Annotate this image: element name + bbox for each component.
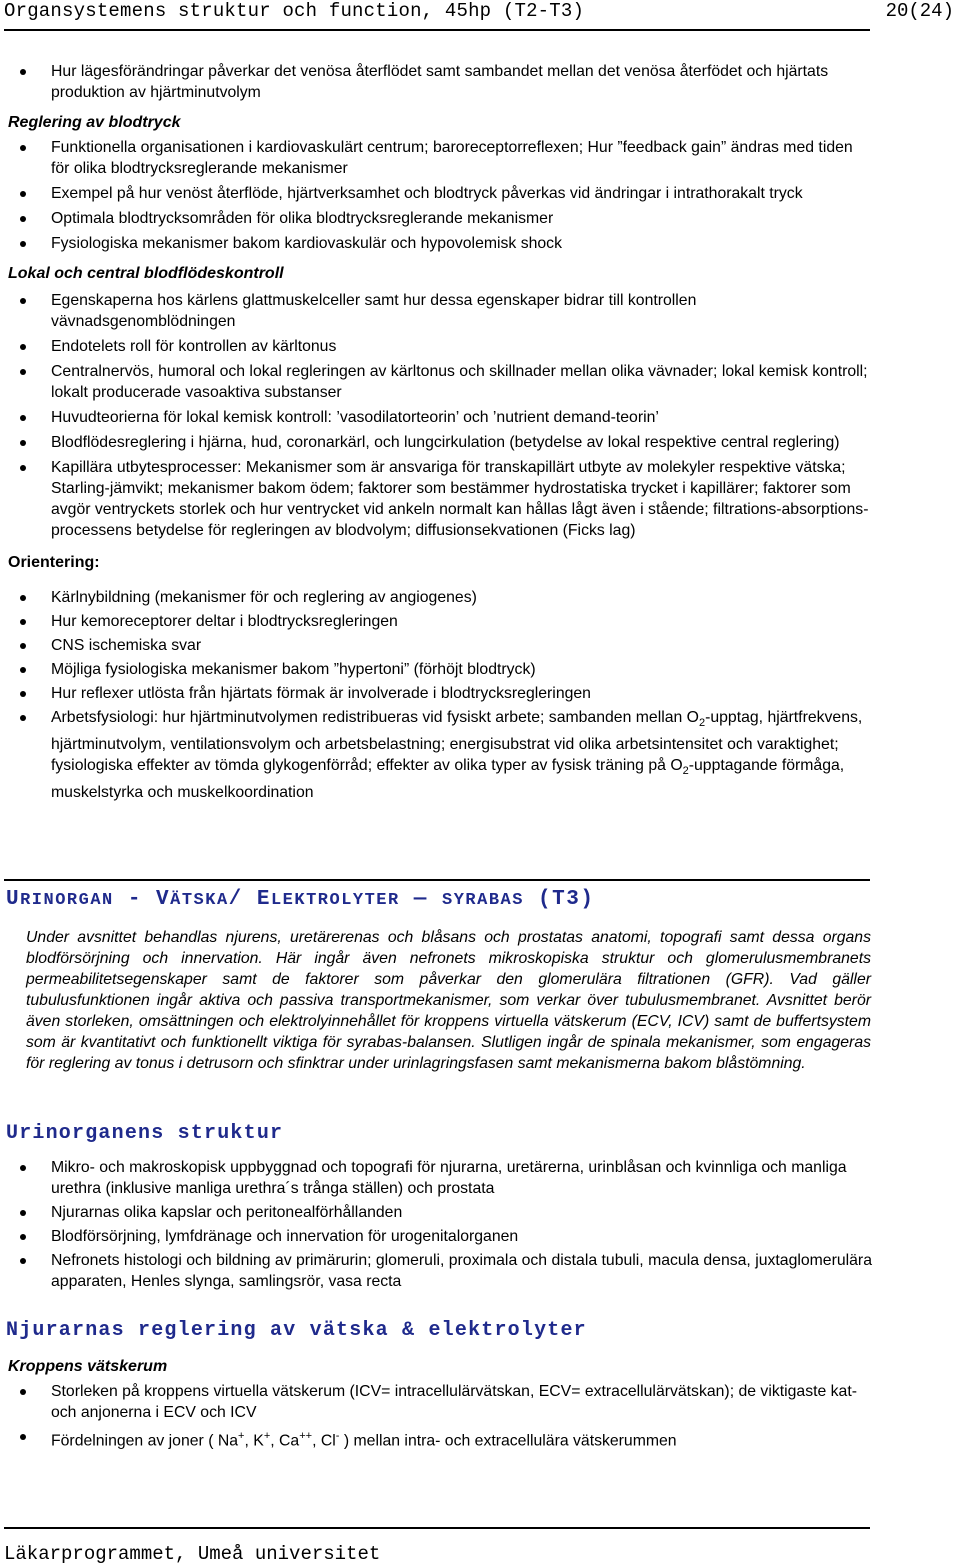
bullet-list-orientering [8,587,874,803]
list-item: Kärlnybildning (mekanismer för och reglering av angiogenes) [8,587,874,608]
list-item: Exempel på hur venöst återflöde, hjärtverksamhet och blodtryck påverkas vid ändringar i intrathorakalt tryck [8,183,874,204]
bullet-icon [20,1210,26,1216]
bullet-icon [20,595,26,601]
list-item: Fysiologiska mekanismer bakom kardiovaskulär och hypovolemisk shock [8,233,874,254]
list-item: Blodförsörjning, lymfdränage och innervation för urogenitalorganen [8,1226,874,1247]
list-item: Hur reflexer utlösta från hjärtats förmak är involverade i blodtrycksregleringen [8,683,874,704]
list-item: Centralnervös, humoral och lokal regleringen av kärltonus och skillnader mellan olika vävnader; lokal kemisk kontroll; lokalt producerade vasoaktiva substanser [8,361,874,403]
bullet-icon [20,1165,26,1171]
bullet-icon [20,1434,26,1440]
list-item: Kapillära utbytesprocesser: Mekanismer som är ansvariga för transkapillärt utbyte av molekyler respektive vätska; Starling-jämvikt; mekanismer bakom ödem; faktorer som bestämmer hydrostatiska trycket i kapillärer; faktorer som avgör ventryckets storlek och hur ventrycket vid ankeln normalt kan hållas lågt även i stående; filtrations-absorptions-processens betydelse för regleringen av blodvolym; diffusionsekvationen (Ficks lag) [8,457,874,541]
list-item: Storleken på kroppens virtuella vätskerum (ICV= intracellulärvätskan, ECV= extracellulärvätskan); de viktigaste kat- och anjonerna i ECV och ICV [8,1381,874,1423]
header-title: Organsystemens struktur och function, 45hp (T2-T3) [4,0,585,22]
section-title: URINORGAN - VÄTSKA/ ELEKTROLYTER — SYRABAS (T3) [6,888,595,911]
bullet-list-reglering [8,137,874,254]
list-item: Nefronets histologi och bildning av primärurin; glomeruli, proximala och distala tubuli, macula densa, juxtaglomerulära apparaten, Henles slynga, samlingsrör, vasa recta [8,1250,874,1292]
heading-lokal: Lokal och central blodflödeskontroll [8,265,284,282]
list-item: Hur lägesförändringar påverkar det venösa återflödet samt sambandet mellan det venösa återfödet och hjärtats produktion av hjärtminutvolym [8,61,874,103]
list-item: Endotelets roll för kontrollen av kärltonus [8,336,874,357]
bullet-icon [20,241,26,247]
page-number: 20(24) [885,0,954,22]
footer-text: Läkarprogrammet, Umeå universitet [4,1543,381,1565]
block-vatskerum [8,1357,874,1451]
bullet-icon [20,667,26,673]
heading-njurarnas-reglering: Njurarnas reglering av vätska & elektrolyter [6,1319,587,1342]
bullet-list-vatskerum [8,1381,874,1451]
bullet-icon [20,69,26,75]
bullet-icon [20,1389,26,1395]
bullet-icon [20,415,26,421]
list-item: Egenskaperna hos kärlens glattmuskelceller samt hur dessa egenskaper bidrar till kontrollen vävnadsgenomblödningen [8,290,874,332]
list-item: Arbetsfysiologi: hur hjärtminutvolymen redistribueras vid fysiskt arbete; sambanden mellan $O_2$-upptag, hjärtfrekvens, hjärtminutvolym, ventilationsvolym och arbetsbelastning; energisubstrat vid olika arbetsintensitet och varaktighet; fysiologiska effekter av tömda glykogenförråd; effekter av olika typer av fysisk träning på $O_2$-upptagande förmåga, muskelstyrka och muskelkoordination [8,707,874,803]
bullet-icon [20,145,26,151]
bullet-icon [20,715,26,721]
list-item: Hur kemoreceptorer deltar i blodtrycksregleringen [8,611,874,632]
list-item: Njurarnas olika kapslar och peritonealförhållanden [8,1202,874,1223]
list-item: Funktionella organisationen i kardiovaskulärt centrum; baroreceptorreflexen; Hur ”feedback gain” ändras med tiden för olika blodtrycksreglerande mekanismer [8,137,874,179]
list-item: Möjliga fysiologiska mekanismer bakom ”hypertoni” (förhöjt blodtryck) [8,659,874,680]
list-item: Blodflödesreglering i hjärna, hud, coronarkärl, och lungcirkulation (betydelse av lokal respektive central reglering) [8,432,874,453]
bullet-icon [20,691,26,697]
heading-orientering: Orientering: [8,554,100,571]
section-rule [4,879,870,881]
bullet-icon [20,191,26,197]
heading-kroppens-vatskerum: Kroppens vätskerum [8,1358,168,1375]
list-item: CNS ischemiska svar [8,635,874,656]
bullet-icon [20,440,26,446]
block-struktur [8,1157,874,1292]
bullet-list-struktur [8,1157,874,1292]
bullet-icon [20,643,26,649]
header-rule [4,29,870,31]
list-item: Fördelningen av joner ( Na+, K+, Ca++, Cl- ) mellan intra- och extracellulära vätskerummen [8,1426,874,1451]
heading-reglering: Reglering av blodtryck [8,114,181,131]
bullet-list-venous [8,61,874,103]
list-item: Optimala blodtrycksområden för olika blodtrycksreglerande mekanismer [8,208,874,229]
bullet-icon [20,344,26,350]
list-item: Mikro- och makroskopisk uppbyggnad och topografi för njurarna, uretärerna, urinblåsan och kvinnliga och manliga urethra (inklusive manliga urethra´s trånga ställen) och prostata [8,1157,874,1199]
bullet-icon [20,369,26,375]
bullet-icon [20,619,26,625]
bullet-icon [20,1234,26,1240]
bullet-icon [20,298,26,304]
bullet-icon [20,1258,26,1264]
heading-struktur: Urinorganens struktur [6,1122,284,1145]
bullet-icon [20,216,26,222]
list-item: Huvudteorierna för lokal kemisk kontroll: ’vasodilatorteorin’ och ’nutrient demand-teorin’ [8,407,874,428]
section-intro: Under avsnittet behandlas njurens, uretärerenas och blåsans och prostatas anatomi, topografi samt dessa organs blodförsörjning och innervation. Här ingår även nefronets mikroskopiska struktur och glomerulusmembranets permeabilitetsegenskaper samt de faktorer som påverkar den glomerulära filtrationen (GFR). Vad gäller tubulusfunktionen ingår aktiva och passiva transportmekanismer, som verkar över tubulusmembranet. Avsnittet berör även storleken, omsättningen och elektrolyinnehållet för kroppens virtuella vätskerum (ECV, ICV) samt de buffertsystem som är kvantitativt och funktionellt viktiga för syrabas-balansen. Slutligen ingår de spinala mekanismer, som engageras för reglering av tonus i detrusorn och sfinktrar under urinlagringsfasen samt mekanismerna bakom blåstömning. [26,929,871,1072]
footer-rule [4,1527,870,1529]
block-circulation [8,61,874,803]
bullet-icon [20,465,26,471]
bullet-list-lokal [8,290,874,541]
